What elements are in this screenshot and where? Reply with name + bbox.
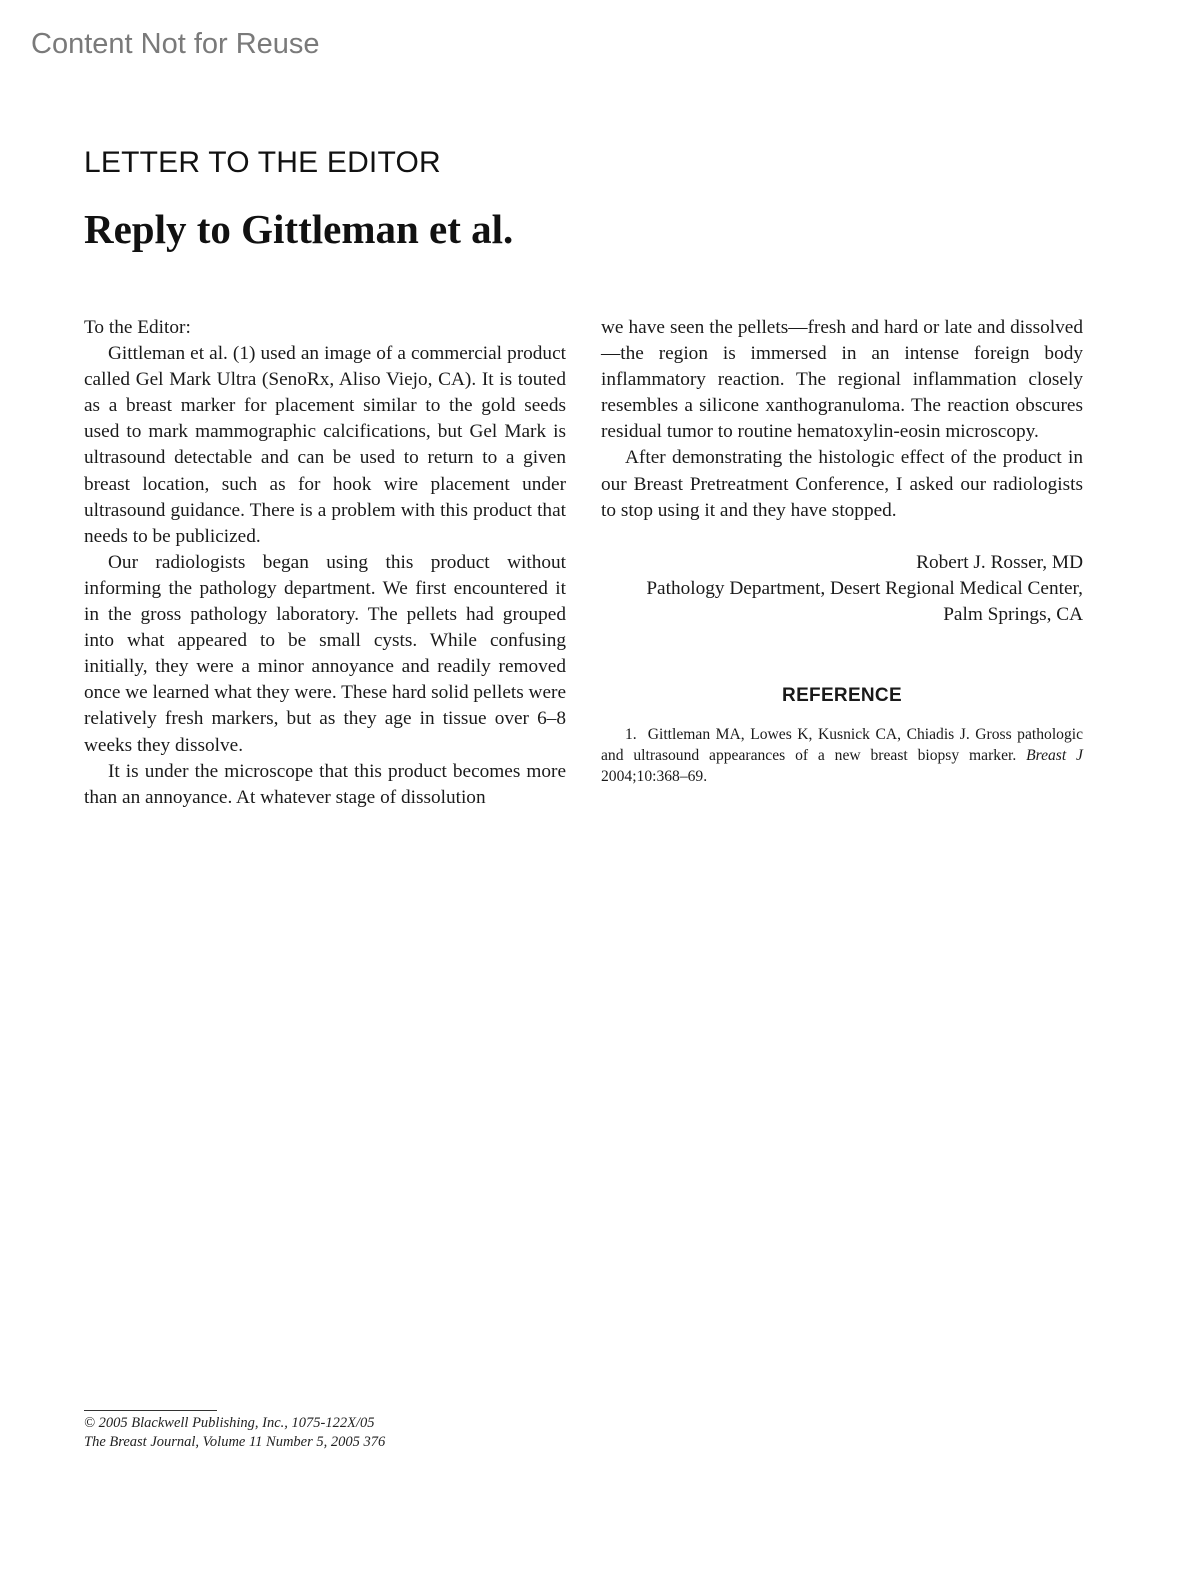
reference-journal: Breast J bbox=[1026, 747, 1083, 765]
reference-citation: 2004;10:368–69. bbox=[601, 768, 708, 786]
body-column-right bbox=[601, 315, 1083, 787]
reference-item bbox=[601, 724, 1083, 787]
body-paragraph-3-continued: we have seen the pellets—fresh and hard or late and dissolved—the region is immersed in an intense foreign body inflammatory reaction. The regional inflammation closely resembles a silicone xanthogranuloma. The reaction obscures residual tumor to routine hematoxylin-eosin microscopy. bbox=[601, 317, 1083, 443]
reference-heading: REFERENCE bbox=[782, 685, 902, 707]
salutation: To the Editor: bbox=[84, 317, 191, 338]
body-column-left bbox=[84, 315, 566, 811]
body-paragraph-4: After demonstrating the histologic effect of the product in our Breast Pretreatment Conference, I asked our radiologists to stop using it and they have stopped. bbox=[601, 447, 1083, 521]
footer-divider bbox=[84, 1410, 217, 1411]
author-location: Palm Springs, CA bbox=[943, 603, 1083, 625]
author-affiliation: Pathology Department, Desert Regional Medical Center, bbox=[646, 577, 1083, 599]
footer-copyright: © 2005 Blackwell Publishing, Inc., 1075-122X/05 bbox=[84, 1415, 375, 1431]
section-label: LETTER TO THE EDITOR bbox=[84, 146, 441, 179]
body-paragraph-1: Gittleman et al. (1) used an image of a commercial product called Gel Mark Ultra (SenoRx, Aliso Viejo, CA). It is touted as a breast marker for placement similar to the gold seeds used to mark mammographic calcifications, but Gel Mark is ultrasound detectable and can be used to return to a given breast location, such as for hook wire placement under ultrasound guidance. There is a problem with this product that needs to be publicized. bbox=[84, 343, 566, 547]
footer-journal-line: The Breast Journal, Volume 11 Number 5, 2005 376 bbox=[84, 1434, 386, 1450]
reference-text: 1. Gittleman MA, Lowes K, Kusnick CA, Chiadis J. Gross pathologic and ultrasound appearances of a new breast biopsy marker. bbox=[601, 726, 1083, 765]
article-title: Reply to Gittleman et al. bbox=[84, 206, 514, 252]
body-paragraph-3: It is under the microscope that this product becomes more than an annoyance. At whatever stage of dissolution bbox=[84, 760, 566, 808]
signature-block bbox=[601, 550, 1083, 628]
body-paragraph-2: Our radiologists began using this product without informing the pathology department. We first encountered it in the gross pathology laboratory. The pellets had grouped into what appeared to be small cysts. While confusing initially, they were a minor annoyance and readily removed once we learned what they were. These hard solid pellets were relatively fresh markers, but as they age in tissue over 6–8 weeks they dissolve. bbox=[84, 551, 567, 756]
watermark-text: Content Not for Reuse bbox=[31, 28, 320, 60]
footer bbox=[84, 1414, 385, 1452]
author-name: Robert J. Rosser, MD bbox=[916, 551, 1083, 573]
